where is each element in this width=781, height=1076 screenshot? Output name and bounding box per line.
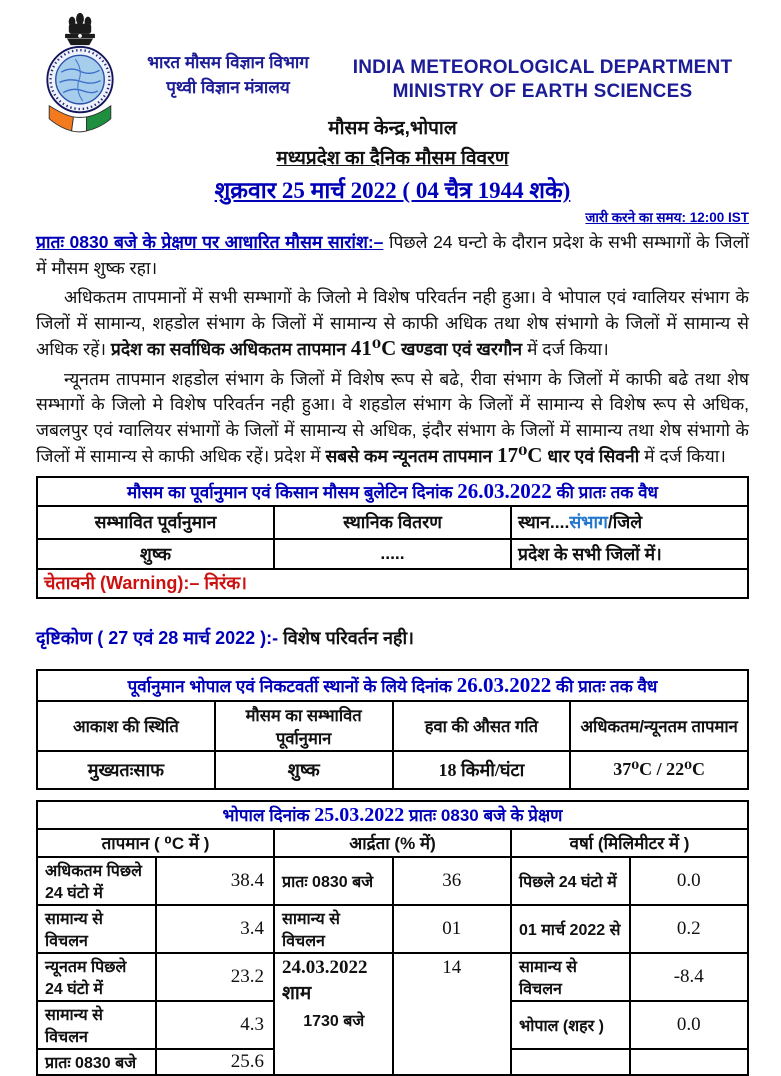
local-valid-date: 26.03.2022 [456,672,552,697]
p2-bold-places: खण्डवा एवं खरगौन [396,339,523,359]
col-header-distribution: स्थानिक वितरण [274,506,511,539]
rain-value: 0.0 [630,857,749,905]
place-division: संभाग [569,512,608,532]
p3-bold-lead: सबसे कम न्यूनतम तापमान [325,446,498,466]
temp-value: 4.3 [156,1001,275,1049]
temp-label: प्रातः 0830 बजे [37,1049,156,1075]
imd-logo [38,12,122,136]
forecast-table-header-row [37,506,748,539]
date-line-text: शुक्रवार 25 मार्च 2022 ( 04 चैत्र 1944 शके) [214,178,571,203]
local-title-suffix: की प्रातः तक वैध [551,676,658,696]
forecast-value: शुष्क [37,539,274,569]
issue-time [36,208,749,226]
observation-table [36,800,749,1076]
p3-text: न्यूनतम तापमान शहडोल संभाग के जिलों में विशेष रूप से बढे, रीवा संभाग के जिलों में काफी बढे तथा शेष सम्भागों के जिलो मे विशेष परिवर्तन नही हुआ। वे शहडोल संभाग के जिलों में सामान्य से विशेष रूप से अधिक, जबलपुर एवं ग्वालियर संभागों के जिलों में सामान्य से अधिक, इंदौर संभाग के जिलों में सामान्य तथा शेष संभागो के जिलों में सामान्य से काफी अधिक रहें। प्रदेश में [36,368,749,466]
masthead [36,10,749,112]
outlook-text: विशेष परिवर्तन नही। [278,627,414,648]
issue-time-text: जारी करने का समय: 12:00 IST [585,210,749,225]
humidity-evening-date: 24.03.2022 शाम [282,956,368,1004]
p3-min-temp-value: 17⁰C [497,443,543,467]
wind-value: 18 किमी/घंटा [393,751,571,789]
temp-label: सामान्य से विचलन [37,905,156,953]
rain-value: 0.0 [630,1001,749,1049]
rain-value: -8.4 [630,953,749,1001]
forecast-valid-date: 26.03.2022 [457,478,552,503]
col-header-forecast: सम्भावित पूर्वानुमान [37,506,274,539]
temp-value: 3.4 [156,905,275,953]
summary-p1-text: पिछले 24 घन्टो के दौरान प्रदेश के सभी सम्भागों के जिलों में मौसम शुष्क रहा। [36,232,749,278]
distribution-value: ..... [274,539,511,569]
forecast-title-prefix: मौसम का पूर्वानुमान एवं किसान मौसम बुलेटिन दिनांक [127,482,458,502]
p2-tail: में दर्ज किया। [522,339,609,359]
org-name-hindi [128,50,328,100]
outlook-line [36,626,749,650]
local-forecast-data-row [37,751,748,789]
col-header-maxmin-temp: अधिकतम/न्यूनतम तापमान [570,701,748,751]
forecast-title-suffix: की प्रातः तक वैध [551,482,658,502]
weather-value: शुष्क [215,751,393,789]
temp-value: 23.2 [156,953,275,1001]
local-forecast-title-row [37,670,748,701]
globe-icon [47,47,112,112]
observation-row-3 [37,953,748,1001]
col-header-sky: आकाश की स्थिति [37,701,215,751]
rain-label: सामान्य से विचलन [511,953,630,1001]
temp-label: सामान्य से विचलन [37,1001,156,1049]
local-forecast-table [36,669,749,790]
forecast-table-title-row [37,477,748,506]
place-prefix: स्थान.... [518,512,570,532]
p3-tail: में दर्ज किया। [639,446,726,466]
dept-name-english [336,56,749,104]
col-header-wind: हवा की औसत गति [393,701,571,751]
dept-en-line2: MINISTRY OF EARTH SCIENCES [392,81,693,102]
warning-row [37,569,748,598]
place-value: प्रदेश के सभी जिलों में। [511,539,748,569]
observation-row-2 [37,905,748,953]
ashoka-emblem-icon [65,13,95,45]
summary-paragraph-1 [36,230,749,281]
temp-value: 25.6 [156,1049,275,1075]
humidity-label: प्रातः 0830 बजे [274,857,393,905]
bulletin-title-text: मध्यप्रदेश का दैनिक मौसम विवरण [276,148,509,169]
humidity-evening-value: 14 [393,953,512,1075]
temp-value: 38.4 [156,857,275,905]
obs-title-suffix: प्रातः 0830 बजे के प्रेक्षण [404,805,563,825]
observation-row-1 [37,857,748,905]
local-title-prefix: पूर्वानुमान भोपाल एवं निकटवर्ती स्थानों के लिये दिनांक [127,676,457,696]
maxmin-temp-value: 37⁰C / 22⁰C [570,751,748,789]
local-forecast-header-row [37,701,748,751]
rain-label-empty [511,1049,630,1075]
col-header-weather: मौसम का सम्भावित पूर्वानुमान [215,701,393,751]
group-header-humidity: आर्द्रता (% में) [274,829,511,857]
summary-paragraph-3 [36,367,749,470]
org-hindi-line2: पृथ्वी विज्ञान मंत्रालय [166,78,290,97]
center-name: मौसम केन्द्र,भोपाल [328,118,457,139]
p3-bold-places: धार एवं सिवनी [542,446,640,466]
p2-max-temp-value: 41⁰C [350,336,397,360]
dept-en-line1: INDIA METEOROLOGICAL DEPARTMENT [352,57,733,78]
summary-heading: प्रातः 0830 बजे के प्रेक्षण पर आधारित मौसम सारांश:– [36,232,384,252]
date-line [36,173,749,205]
group-header-rainfall: वर्षा (मिलिमीटर में ) [511,829,748,857]
local-forecast-title [37,670,748,701]
rain-label: भोपाल (शहर ) [511,1001,630,1049]
obs-date: 25.03.2022 [314,803,405,826]
summary-paragraph-2 [36,285,749,363]
humidity-evening-obs-label [274,953,393,1075]
rain-value: 0.2 [630,905,749,953]
forecast-table-title [37,477,748,506]
org-hindi-line1: भारत मौसम विज्ञान विभाग [147,53,309,72]
rain-value-empty [630,1049,749,1075]
rain-label: 01 मार्च 2022 से [511,905,630,953]
temp-label: न्यूनतम पिछले 24 घंटो में [37,953,156,1001]
forecast-table-data-row [37,539,748,569]
warning-text: चेतावनी (Warning):– निरंक। [37,569,748,598]
humidity-label: सामान्य से विचलन [274,905,393,953]
bulletin-title [36,144,749,170]
observation-title-row [37,801,748,829]
p2-bold-lead: प्रदेश का सर्वाधिक अधिकतम तापमान [110,339,351,359]
rain-label: पिछले 24 घंटो में [511,857,630,905]
humidity-value: 01 [393,905,512,953]
sky-value: मुख्यतःसाफ [37,751,215,789]
place-suffix: /जिले [607,512,643,532]
observation-title [37,801,748,829]
humidity-evening-time: 1730 बजे [303,1012,365,1030]
col-header-place [511,506,748,539]
temp-label: अधिकतम पिछले 24 घंटो में [37,857,156,905]
humidity-value: 36 [393,857,512,905]
p2-text: अधिकतम तापमानों में सभी सम्भागों के जिलो मे विशेष परिवर्तन नही हुआ। वे भोपाल एवं ग्वालियर संभाग के जिलों में सामान्य, शहडोल संभाग के जिलों में सामान्य से काफी अधिक तथा शेष संभागो के जिलों में सामान्य से अधिक रहें। [36,287,749,359]
outlook-lead: दृष्टिकोण ( 27 एवं 28 मार्च 2022 ):- [36,627,279,648]
observation-group-header-row [37,829,748,857]
group-header-temperature: तापमान ( ⁰C में ) [37,829,274,857]
obs-title-prefix: भोपाल दिनांक [222,805,315,825]
forecast-table [36,476,749,599]
